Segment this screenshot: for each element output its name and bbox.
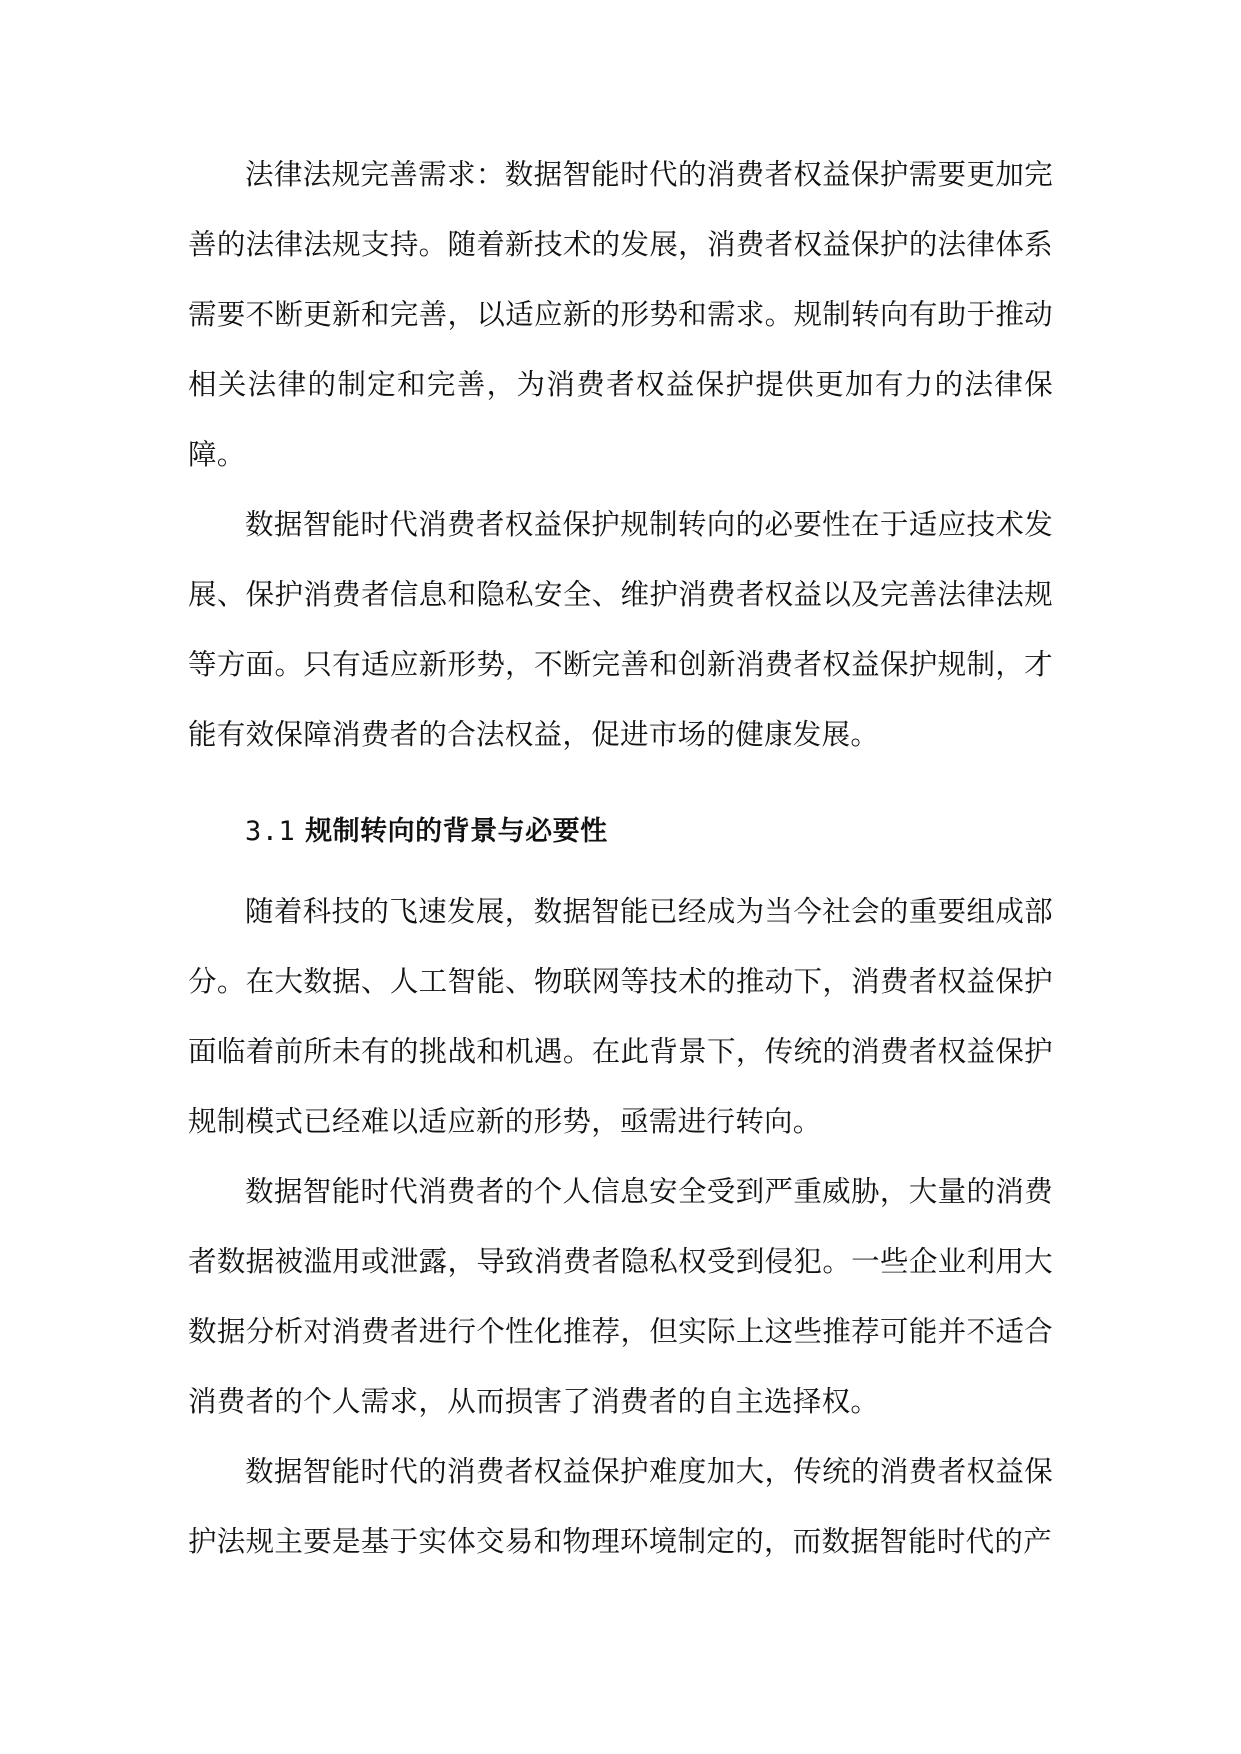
section-title: 规制转向的背景与必要性 (305, 816, 608, 847)
page-body (188, 140, 1053, 1577)
paragraph-background: 随着科技的飞速发展，数据智能已经成为当今社会的重要组成部分。在大数据、人工智能、物联网等技术的推动下，消费者权益保护面临着前所未有的挑战和机遇。在此背景下，传统的消费者权益保护规制模式已经难以适应新的形势，亟需进行转向。 (188, 895, 1053, 1138)
section-heading (188, 770, 1053, 877)
paragraph-necessity-summary: 数据智能时代消费者权益保护规制转向的必要性在于适应技术发展、保护消费者信息和隐私安全、维护消费者权益以及完善法律法规等方面。只有适应新形势，不断完善和创新消费者权益保护规制，才能有效保障消费者的合法权益，促进市场的健康发展。 (188, 508, 1053, 751)
paragraph-legal-improvement: 法律法规完善需求：数据智能时代的消费者权益保护需要更加完善的法律法规支持。随着新技术的发展，消费者权益保护的法律体系需要不断更新和完善，以适应新的形势和需求。规制转向有助于推动相关法律的制定和完善，为消费者权益保护提供更加有力的法律保障。 (188, 158, 1053, 471)
section-number: 3.1 (245, 816, 296, 847)
paragraph-protection-difficulty: 数据智能时代的消费者权益保护难度加大，传统的消费者权益保护法规主要是基于实体交易和物理环境制定的，而数据智能时代的产 (188, 1455, 1053, 1558)
paragraph-privacy-threat: 数据智能时代消费者的个人信息安全受到严重威胁，大量的消费者数据被滥用或泄露，导致消费者隐私权受到侵犯。一些企业利用大数据分析对消费者进行个性化推荐，但实际上这些推荐可能并不适合消费者的个人需求，从而损害了消费者的自主选择权。 (188, 1175, 1053, 1418)
